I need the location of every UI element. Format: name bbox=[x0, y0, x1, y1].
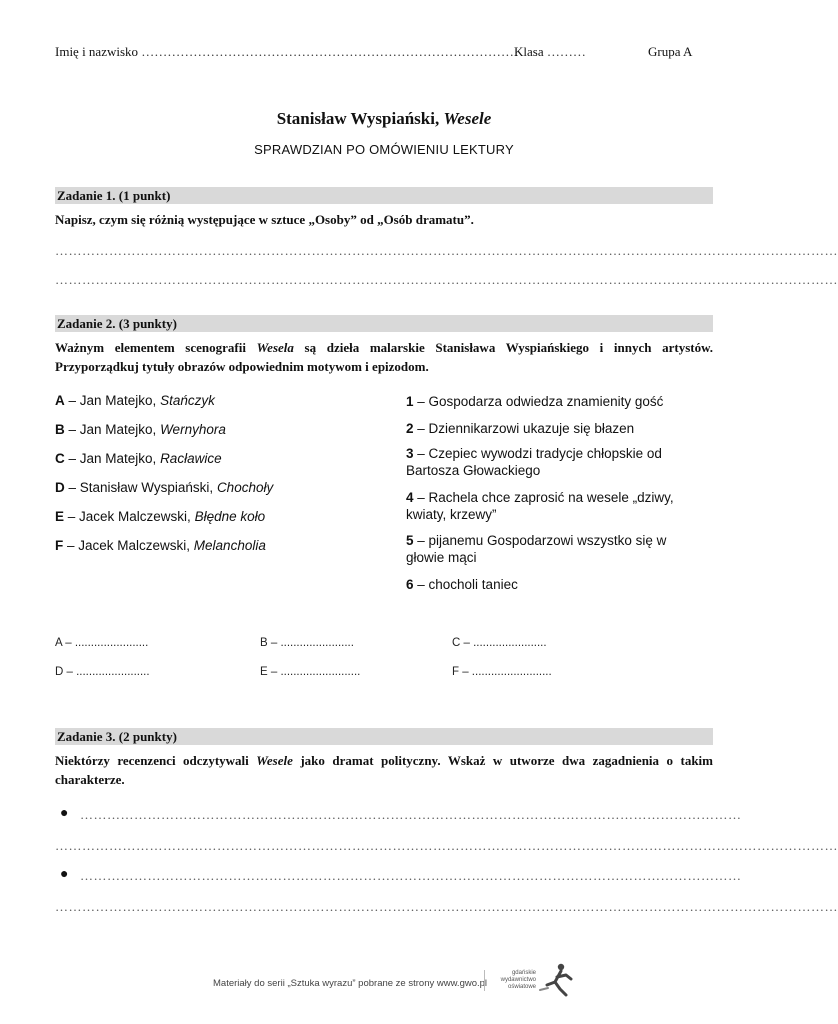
task2-instr-post: są dzieła malarskie Stanisława Wyspiańskiego i innych artystów. Przyporządkuj tytuły obrazów odpowiednim motywom i epizodom. bbox=[55, 340, 714, 374]
footer-text: Materiały do serii „Sztuka wyrazu” pobrane ze strony www.gwo.pl bbox=[213, 978, 488, 989]
task2-instr-pre: Ważnym elementem scenografii bbox=[55, 340, 246, 355]
logo-line-3: oświatowe bbox=[507, 984, 536, 990]
task3-answer-line-2[interactable]: ………………………………………………………………………………………………………………………………………………………… bbox=[55, 899, 838, 914]
task3-bullet-line-2[interactable]: ………………………………………………………………………………………………………………………………… bbox=[80, 868, 742, 883]
title-work: Wesele bbox=[443, 109, 492, 128]
name-field bbox=[55, 44, 518, 60]
task2-header: Zadanie 2. (3 punkty) bbox=[55, 315, 713, 332]
task3-answer-line-1[interactable]: ………………………………………………………………………………………………………………………………………………………… bbox=[55, 838, 838, 853]
task3-instr-pre: Niektórzy recenzenci odczytywali bbox=[55, 753, 249, 768]
motif-item: 2 – Dziennikarzowi ukazuje się błazen bbox=[406, 421, 635, 436]
bullet-icon: ● bbox=[60, 806, 69, 821]
motif-item: 5 – pijanemu Gospodarzowi wszystko się w głowie mąci bbox=[406, 533, 667, 565]
class-dots: ……… bbox=[546, 44, 586, 59]
painting-item: B – Jan Matejko, Wernyhora bbox=[55, 422, 226, 437]
motif-item: 6 – chocholi taniec bbox=[406, 577, 518, 592]
answer-d[interactable]: D – ....................... bbox=[55, 666, 150, 678]
class-field bbox=[514, 44, 586, 60]
task3-instr-em: Wesele bbox=[256, 753, 293, 768]
publisher-logo-text bbox=[484, 970, 536, 991]
answer-e[interactable]: E – ......................... bbox=[260, 666, 361, 678]
task2-instruction bbox=[55, 338, 713, 376]
title-author: Stanisław Wyspiański, bbox=[276, 109, 440, 128]
bullet-icon: ● bbox=[60, 867, 69, 882]
task3-bullet-line-1[interactable]: ………………………………………………………………………………………………………………………………… bbox=[80, 807, 742, 822]
task1-answer-line-1[interactable]: ………………………………………………………………………………………………………………………………………………………… bbox=[55, 243, 838, 258]
page-subtitle: SPRAWDZIAN PO OMÓWIENIU LEKTURY bbox=[254, 142, 514, 157]
logo-line-1: gdańskie bbox=[511, 970, 536, 976]
painting-item: F – Jacek Malczewski, Melancholia bbox=[55, 538, 266, 553]
logo-line-2: wydawnictwo bbox=[500, 977, 536, 983]
motif-item: 4 – Rachela chce zaprosić na wesele „dziwy, kwiaty, krzewy” bbox=[406, 490, 674, 522]
answer-f[interactable]: F – ......................... bbox=[452, 666, 552, 678]
name-dots: …………………………………………………………………………… bbox=[141, 44, 519, 59]
group-label: Grupa A bbox=[648, 44, 693, 59]
task1-answer-line-2[interactable]: ………………………………………………………………………………………………………………………………………………………… bbox=[55, 272, 838, 287]
task3-header: Zadanie 3. (2 punkty) bbox=[55, 728, 713, 745]
answer-a[interactable]: A – ....................... bbox=[55, 637, 149, 649]
task3-instr-post: jako dramat polityczny. Wskaż w utworze dwa zagadnienia o takim charakterze. bbox=[55, 753, 713, 787]
task2-instr-em: Wesela bbox=[256, 340, 294, 355]
page-title bbox=[0, 109, 768, 129]
painting-item: A – Jan Matejko, Stańczyk bbox=[55, 393, 215, 408]
task1-instruction: Napisz, czym się różnią występujące w sztuce „Osoby” od „Osób dramatu”. bbox=[55, 212, 474, 227]
painting-item: E – Jacek Malczewski, Błędne koło bbox=[55, 509, 266, 524]
task1-header: Zadanie 1. (1 punkt) bbox=[55, 187, 713, 204]
answer-b[interactable]: B – ....................... bbox=[260, 637, 354, 649]
motif-item: 3 – Czepiec wywodzi tradycje chłopskie od Bartosza Głowackiego bbox=[406, 446, 662, 478]
motif-item: 1 – Gospodarza odwiedza znamienity gość bbox=[406, 394, 664, 409]
publisher-logo-icon bbox=[536, 962, 576, 998]
class-label: Klasa bbox=[514, 44, 544, 59]
answer-c[interactable]: C – ....................... bbox=[452, 637, 547, 649]
painting-item: D – Stanisław Wyspiański, Chochoły bbox=[55, 480, 274, 495]
task3-instruction bbox=[55, 751, 713, 789]
painting-item: C – Jan Matejko, Racławice bbox=[55, 451, 222, 466]
name-label: Imię i nazwisko bbox=[55, 44, 139, 59]
